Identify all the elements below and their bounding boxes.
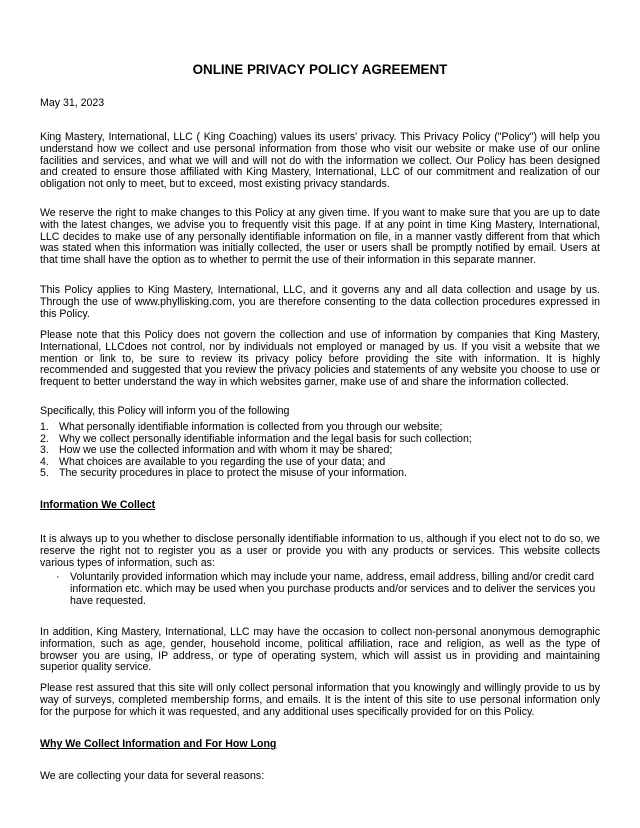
bullet-marker: ·: [56, 571, 60, 583]
policy-date: May 31, 2023: [40, 97, 105, 109]
intro-paragraph: King Mastery, International, LLC ( King Coaching) values its users' privacy. This Privacy Policy ("Policy") will help you understand how we collect and use personal information from those who visit our website or make use of our online facilities and services, and what we will and will not do with the information we collect. Our Policy has been designed and created to ensure those affiliated with King Mastery, International, LLC of our commitment and realization of our obligation not only to meet, but to exceed, most existing privacy standards.: [40, 131, 600, 191]
specifically-paragraph: Specifically, this Policy will inform you of the following: [40, 405, 290, 417]
policy-changes-paragraph: We reserve the right to make changes to this Policy at any given time. If you want to make sure that you are up to date with the latest changes, we advise you to frequently visit this page. If at any point in time King Mastery, International, LLC decides to make use of any personally identifiable information on file, in a manner vastly different from that which was stated when this information was initially collected, the user or users shall be promptly notified by email. Users at that time shall have the option as to whether to permit the use of their information in this separate manner.: [40, 207, 600, 267]
policy-topics-list: [40, 422, 600, 480]
third-party-paragraph: Please note that this Policy does not govern the collection and use of information by companies that King Mastery, International, LLCdoes not control, nor by individuals not employed or managed by us. If you visit a website that we mention or link to, be sure to review its privacy policy before providing the site with information. It is highly recommended and suggested that you review the privacy policies and statements of any website you choose to use or frequent to better understand the way in which websites garner, make use of and share the information collected.: [40, 329, 600, 389]
information-we-collect-heading: Information We Collect: [40, 499, 156, 511]
list-item-text: What choices are available to you regarding the use of your data; and: [59, 455, 386, 468]
list-number: 4.: [40, 455, 49, 468]
list-item: [40, 422, 600, 434]
list-item-text: Why we collect personally identifiable information and the legal basis for such collection;: [59, 432, 472, 445]
collected-info-bullet: [56, 572, 600, 607]
list-number: 2.: [40, 432, 49, 445]
reasons-paragraph: We are collecting your data for several reasons:: [40, 770, 265, 782]
non-personal-info-paragraph: In addition, King Mastery, International, LLC may have the occasion to collect non-personal anonymous demographic information, such as age, gender, household income, political affiliation, race and religion, as well as the type of browser you are using, IP address, or type of operating system, which will assist us in providing and maintaining superior quality service.: [40, 626, 600, 674]
page-title: ONLINE PRIVACY POLICY AGREEMENT: [192, 62, 448, 77]
list-number: 5.: [40, 467, 49, 480]
policy-scope-paragraph: This Policy applies to King Mastery, International, LLC, and it governs any and all data collection and usage by us. Through the use of www.phyllisking.com, you are therefore consenting to the data collection procedures expressed in this Policy.: [40, 284, 600, 320]
collect-intro-paragraph: It is always up to you whether to disclose personally identifiable information to us, although if you elect not to do so, we reserve the right not to register you as a user or provide you with any products or services. This website collects various types of information, such as:: [40, 533, 600, 569]
list-number: 1.: [40, 421, 49, 433]
list-item-text: What personally identifiable information is collected from you through our website;: [59, 421, 443, 433]
list-item-text: How we use the collected information and with whom it may be shared;: [59, 444, 393, 457]
why-we-collect-heading: Why We Collect Information and For How Long: [40, 738, 277, 750]
assurance-paragraph: Please rest assured that this site will only collect personal information that you knowingly and willingly provide to us by way of surveys, completed membership forms, and emails. It is the intent of this site to use personal information only for the purpose for which it was requested, and any additional uses specifically provided for on this Policy.: [40, 682, 600, 718]
list-item-text: The security procedures in place to protect the misuse of your information.: [59, 467, 407, 480]
list-number: 3.: [40, 444, 49, 457]
list-item: [40, 468, 600, 480]
bullet-text: Voluntarily provided information which may include your name, address, email address, billing and/or credit card information etc. which may be used when you purchase products and/or services and to deliver the services you have requested.: [70, 571, 596, 607]
